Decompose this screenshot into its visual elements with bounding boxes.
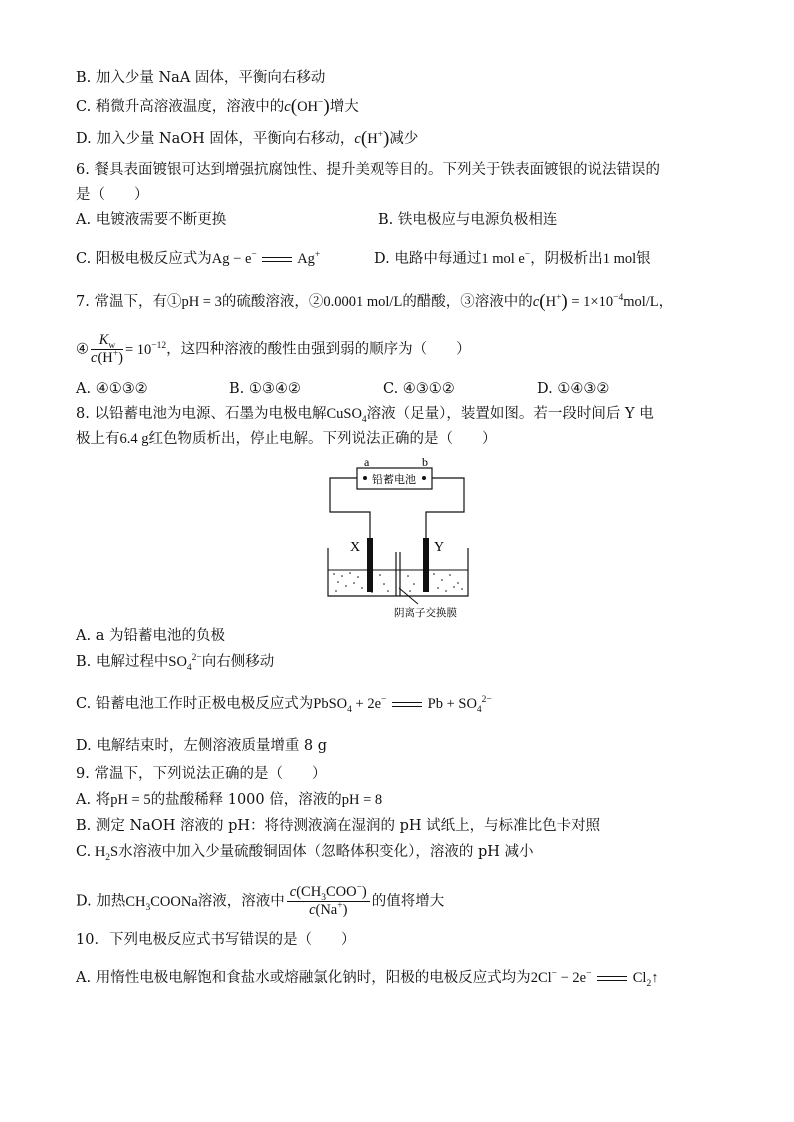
acetate-ratio-fraction: $\frac{c(CH_3COO^-)}{c(Na^+)}$ [287, 884, 370, 919]
q8-option-c: C. 铅蓄电池工作时正极电极反应式为PbSO$_4$ + 2e− $Pb + SO_4^{2-}$ [76, 695, 492, 715]
q10-option-a: A. 用惰性电极电解饱和食盐水或熔融氯化钠时，阳极的电极反应式均为2Cl− − 2e− $Cl_2↑$ [76, 969, 659, 989]
battery-label: 铅蓄电池 [372, 473, 416, 486]
q7-option-d: D. ①④③② [537, 381, 610, 397]
q6-stem-line1: 6. 餐具表面镀银可达到增强抗腐蚀性、提升美观等目的。下列关于铁表面镀银的说法错误的 [76, 162, 660, 178]
q5-option-c: C. 稍微升高溶液温度，溶液中的c(OH−)增大 [76, 96, 359, 117]
q8-stem-line1: 8. 以铅蓄电池为电源、石墨为电极电解CuSO$_4$溶液（足量），装置如图。若一段时间后 Y 电 [76, 406, 654, 425]
electrode-x-label: X [350, 540, 361, 555]
q8-option-d: D. 电解结束时，左侧溶液质量增重 8 g [76, 738, 328, 754]
q6-option-a: A. 电镀液需要不断更换 [76, 212, 227, 228]
q8-stem-line2: 极上有6.4 g红色物质析出，停止电解。下列说法正确的是（ ） [76, 431, 497, 447]
q9-option-b: B. 测定 NaOH 溶液的 pH：将待测液滴在湿润的 pH 试纸上，与标准比色卡对照 [76, 818, 601, 834]
terminal-b-label: b [422, 458, 428, 469]
q7-option-b: B. ①③④② [229, 381, 301, 397]
q7-stem-line1: 7. 常温下，有①pH = 3的硫酸溶液，②0.0001 mol/L的醋酸，③溶液中的$c(H^+) = 1\times 10^{-4}mol/L$， [76, 291, 674, 312]
q6-option-b: B. 铁电极应与电源负极相连 [378, 212, 558, 228]
q9-stem: 9. 常温下，下列说法正确的是（ ） [76, 766, 327, 782]
q6-option-d: D. 电路中每通过1 mol e−，阴极析出1 mol银 [374, 250, 651, 267]
kw-fraction: $\frac{K_w}{c(H^+)}$ [91, 332, 123, 366]
q10-stem: 10．下列电极反应式书写错误的是（ ） [76, 932, 356, 948]
q7-option-c: C. ④③①② [383, 381, 455, 397]
electrolysis-diagram [322, 458, 472, 618]
q6-stem-line2: 是（ ） [76, 187, 149, 203]
electrode-y-label: Y [434, 540, 445, 555]
q5-option-b: B. 加入少量 NaA 固体，平衡向右移动 [76, 70, 326, 86]
membrane-label: 阴离子交换膜 [394, 607, 457, 618]
terminal-a-label: a [364, 458, 370, 469]
q8-option-a: A. a 为铅蓄电池的负极 [76, 628, 225, 644]
q9-option-d: D. 加热$CH_3COONa$溶液，溶液中 $\frac{c(CH_3COO^-)}{c(Na^+)}$ 的值将增大 [76, 883, 445, 918]
q9-option-a: A. 将pH = 5的盐酸稀释 1000 倍，溶液的pH = 8 [76, 792, 383, 808]
q5-option-d: D. 加入少量 NaOH 固体，平衡向右移动，c(H+)减少 [76, 128, 419, 149]
q6-option-c: C. 阳极电极反应式为Ag − e− Ag+ [76, 250, 321, 267]
q7-option-a: A. ④①③② [76, 381, 148, 397]
q9-option-c: C. $H_2S$水溶液中加入少量硫酸铜固体（忽略体积变化），溶液的 pH 减小 [76, 844, 534, 863]
q7-stem-line2: ④ $\frac{K_w}{c(H^+)}$ = $10^{-12}$，这四种溶液的酸性由强到弱的顺序为（ ） [76, 332, 471, 366]
q8-option-b: B. 电解过程中$SO_4^{2-}$向右侧移动 [76, 653, 275, 673]
